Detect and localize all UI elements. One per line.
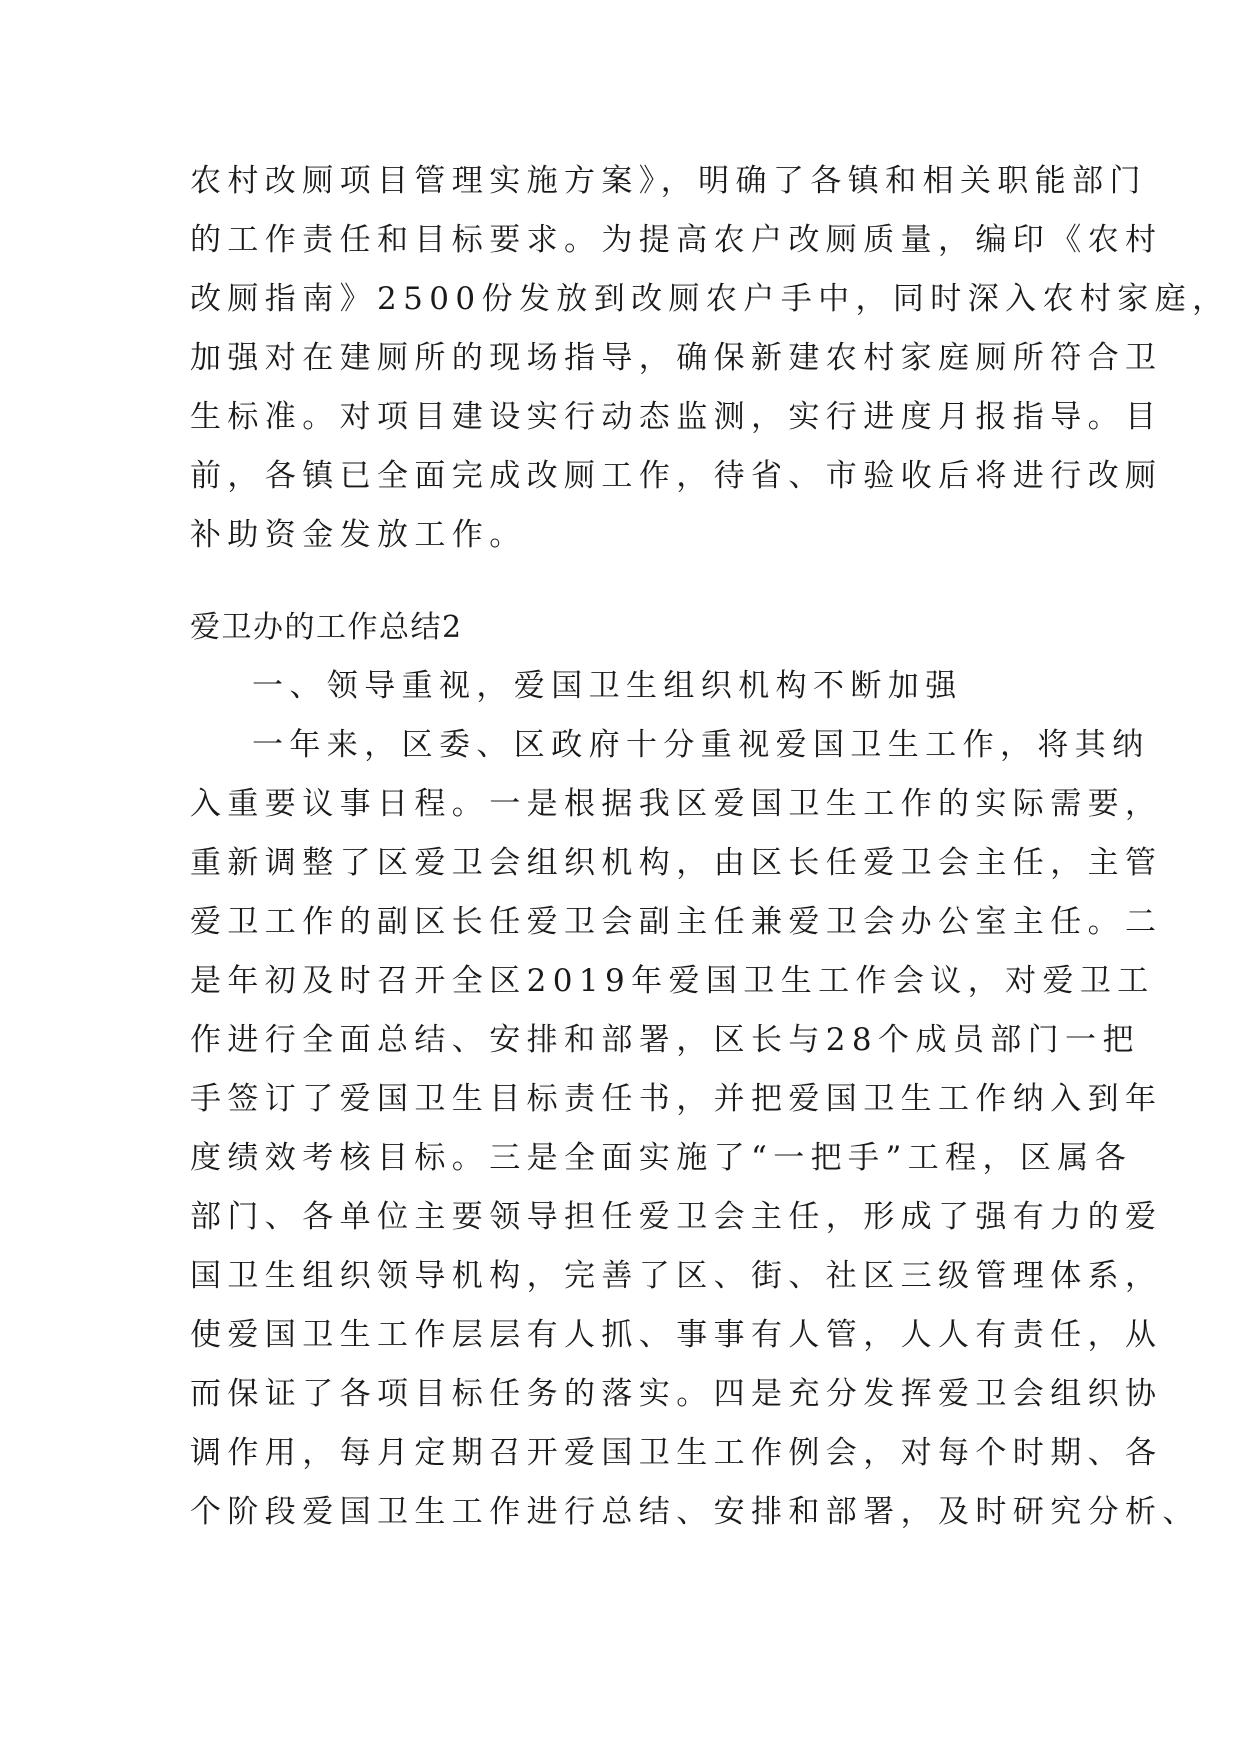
text-line: 前，各镇已全面完成改厕工作，待省、市验收后将进行改厕: [190, 458, 1163, 494]
text-line: 度绩效考核目标。三是全面实施了“一把手”工程，区属各: [190, 1140, 1133, 1176]
text-line: 生标准。对项目建设实行动态监测，实行进度月报指导。目: [190, 399, 1163, 435]
subheading: 一、领导重视，爱国卫生组织机构不断加强: [252, 668, 963, 704]
text-line: 作进行全面总结、安排和部署，区长与28个成员部门一把: [190, 1022, 1140, 1058]
text-line: 国卫生组织领导机构，完善了区、街、社区三级管理体系，: [190, 1258, 1163, 1294]
text-line: 加强对在建厕所的现场指导，确保新建农村家庭厕所符合卫: [190, 340, 1163, 376]
text-line: 一年来，区委、区政府十分重视爱国卫生工作，将其纳: [252, 727, 1150, 763]
text-line: 调作用，每月定期召开爱国卫生工作例会，对每个时期、各: [190, 1435, 1163, 1471]
text-line: 改厕指南》2500份发放到改厕农户手中，同时深入农村家庭，: [190, 281, 1230, 317]
text-line: 爱卫工作的副区长任爱卫会副主任兼爱卫会办公室主任。二: [190, 904, 1163, 940]
text-line: 入重要议事日程。一是根据我区爱国卫生工作的实际需要，: [190, 786, 1163, 822]
text-line: 补助资金发放工作。: [190, 517, 527, 553]
text-line: 农村改厕项目管理实施方案》，明确了各镇和相关职能部门: [190, 163, 1147, 199]
paragraph-main: [190, 657, 1200, 1542]
text-line: 个阶段爱国卫生工作进行总结、安排和部署，及时研究分析、: [190, 1494, 1200, 1530]
text-line: 而保证了各项目标任务的落实。四是充分发挥爱卫会组织协: [190, 1376, 1163, 1412]
text-line: 的工作责任和目标要求。为提高农户改厕质量，编印《农村: [190, 222, 1163, 258]
text-line: 使爱国卫生工作层层有人抓、事事有人管，人人有责任，从: [190, 1317, 1163, 1353]
text-line: 是年初及时召开全区2019年爱国卫生工作会议，对爱卫工: [190, 963, 1155, 999]
text-line: 手签订了爱国卫生目标责任书，并把爱国卫生工作纳入到年: [190, 1081, 1163, 1117]
text-line: 部门、各单位主要领导担任爱卫会主任，形成了强有力的爱: [190, 1199, 1163, 1235]
text-line: 重新调整了区爱卫会组织机构，由区长任爱卫会主任，主管: [190, 845, 1163, 881]
paragraph-top: [190, 152, 1230, 565]
section-heading: 爱卫办的工作总结2: [190, 610, 463, 645]
